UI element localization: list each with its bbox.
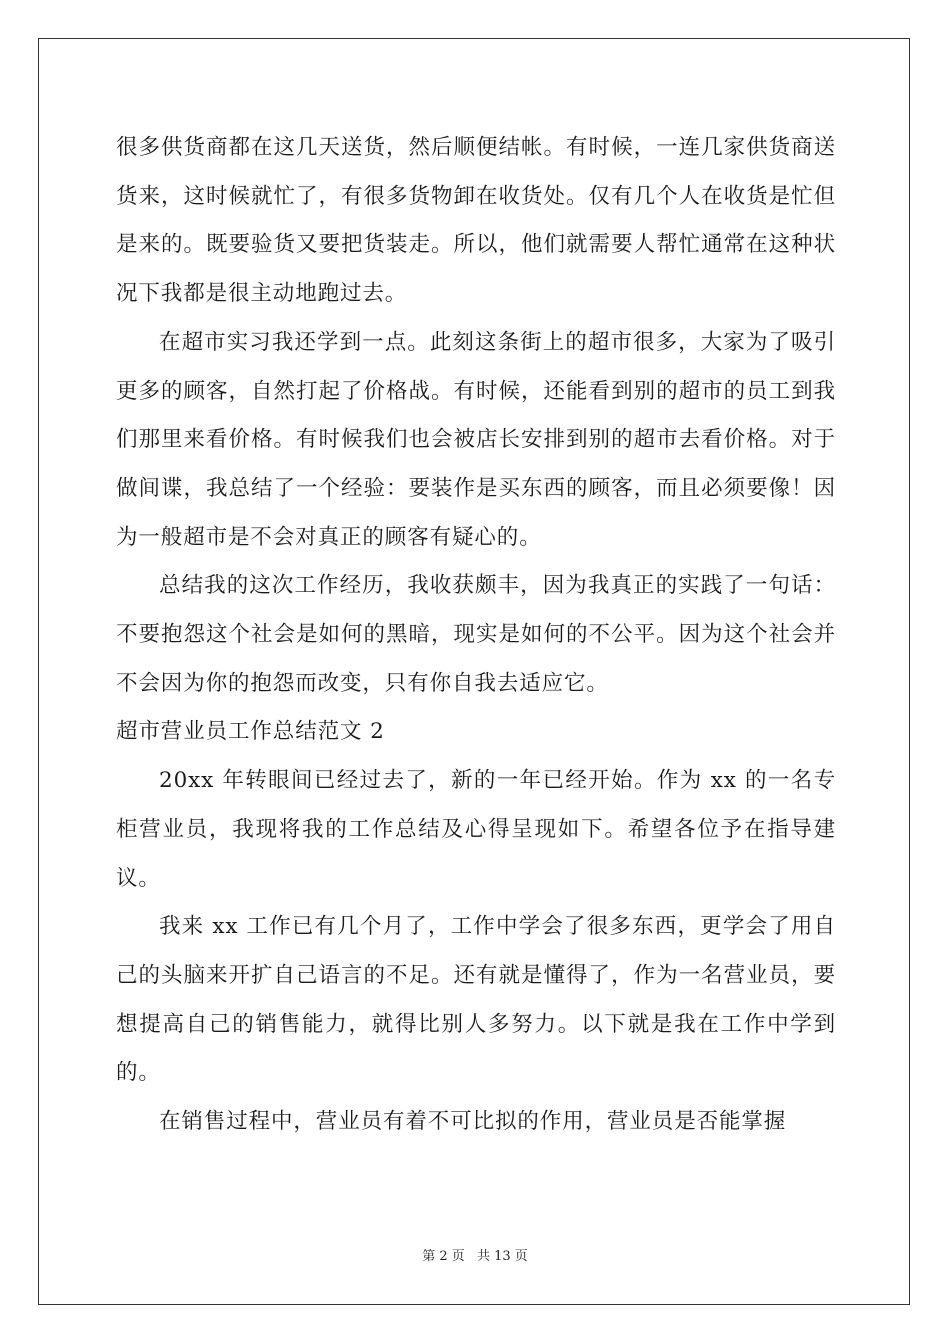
page-footer bbox=[0, 1245, 950, 1264]
document-body bbox=[116, 124, 836, 1147]
paragraph-6: 在销售过程中，营业员有着不可比拟的作用，营业员是否能掌握 bbox=[159, 1109, 787, 1135]
paragraph-1: 很多供货商都在这几天送货，然后顺便结帐。有时候，一连几家供货商送货来，这时候就忙了，有很多货物卸在收货处。仅有几个人在收货是忙但是来的。既要验货又要把货装走。所以，他们就需要人帮忙通常在这种状况下我都是很主动地跑过去。 bbox=[116, 135, 836, 307]
page-number: 第 2 页 bbox=[422, 1249, 465, 1264]
page-total: 共 13 页 bbox=[476, 1249, 528, 1264]
paragraph-3: 总结我的这次工作经历，我收获颇丰，因为我真正的实践了一句话：不要抱怨这个社会是如何的黑暗，现实是如何的不公平。因为这个社会并不会因为你的抱怨而改变，只有你自我去适应它。 bbox=[116, 573, 836, 696]
paragraph-5: 我来 xx 工作已有几个月了，工作中学会了很多东西，更学会了用自己的头脑来开扩自己语言的不足。还有就是懂得了，作为一名营业员，要想提高自己的销售能力，就得比别人多努力。以下就是我在工作中学到的。 bbox=[116, 914, 836, 1086]
paragraph-2: 在超市实习我还学到一点。此刻这条街上的超市很多，大家为了吸引更多的顾客，自然打起了价格战。有时候，还能看到别的超市的员工到我们那里来看价格。有时候我们也会被店长安排到别的超市去看价格。对于做间谍，我总结了一个经验：要装作是买东西的顾客，而且必须要像！因为一般超市是不会对真正的顾客有疑心的。 bbox=[116, 329, 836, 550]
section-heading: 超市营业员工作总结范文 2 bbox=[116, 719, 385, 745]
paragraph-4: 20xx 年转眼间已经过去了，新的一年已经开始。作为 xx 的一名专柜营业员，我现将我的工作总结及心得呈现如下。希望各位予在指导建议。 bbox=[116, 768, 836, 891]
